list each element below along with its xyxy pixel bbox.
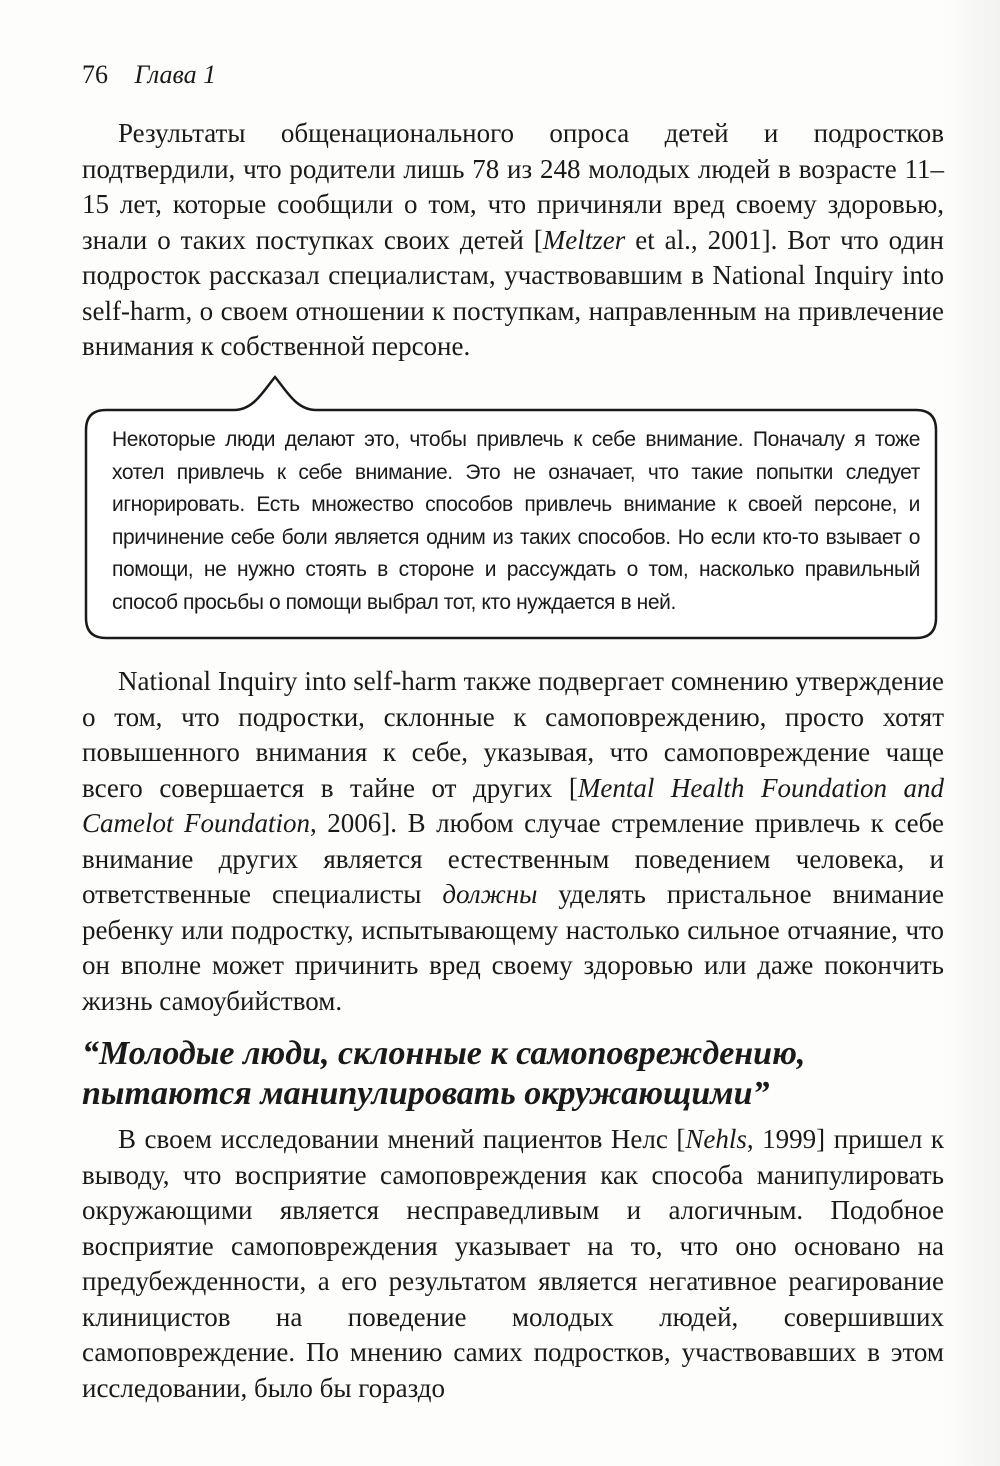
paragraph-text: Результаты общенационального опроса детей и подростков подтвердили, что родители лишь 78 из 248 молодых людей в возрасте 11–15 лет, которые сообщили о том, что причиняли вред своему здоровью, знали о таких поступках своих детей [ xyxy=(82,118,944,255)
paragraph-text: В своем исследовании мнений пациентов Нелс [ xyxy=(118,1124,686,1154)
paragraph-nehls-study xyxy=(82,1122,944,1406)
paragraph-text: , 2006]. В любом случае стремление привлечь к себе внимание других является естественным поведением человека, и ответственные специалисты xyxy=(82,808,944,909)
section-heading-line: “Молодые люди, склонные к самоповреждению, xyxy=(82,1035,806,1072)
page-number: 76 xyxy=(82,60,108,89)
teen-quote: Некоторые люди делают это, чтобы привлечь к себе внимание. Поначалу я тоже хотел привлечь к себе внимание. Это не означает, что такие попытки следует игнорировать. Есть множество способов привлечь внимание к своей персоне, и причинение себе боли является одним из таких способов. Но если кто-то взывает о помощи, не нужно стоять в стороне и рассуждать о том, насколько правильный способ просьбы о помощи выбрал тот, кто нуждается в ней. xyxy=(112,428,920,614)
citation-source: Mental Health Foundation and Camelot Foundation xyxy=(82,772,944,838)
paragraph-national-inquiry xyxy=(82,664,944,1019)
page-edge-shadow xyxy=(942,0,1000,1466)
paragraph-text: уделять пристальное внимание ребенку или подростку, испытывающему настолько сильное отчаяние, что он вполне может причинить вред своему здоровью или даже покончить жизнь самоубийством. xyxy=(82,879,944,1016)
section-heading-line: пытаются манипулировать окружающими” xyxy=(82,1075,770,1112)
chapter-title: Глава 1 xyxy=(134,60,217,89)
section-heading xyxy=(82,1034,952,1114)
emphasis-word: должны xyxy=(442,879,538,909)
citation-author: Meltzer xyxy=(542,224,626,255)
paragraph-survey-results xyxy=(82,116,944,365)
running-header xyxy=(82,60,216,90)
paragraph-text: , 1999] пришел к выводу, что восприятие самоповреждения как способа манипулировать окружающими является несправедливым и алогичным. Подобное восприятие самоповреждения указывает на то, что оно основано на предубежденности, а его результатом является негативное реагирование клиницистов на поведение молодых людей, совершивших самоповреждение. По мнению самих подростков, участвовавших в этом исследовании, было бы гораздо xyxy=(82,1124,944,1403)
paragraph-text: National Inquiry into self-harm также подвергает сомнению утверждение о том, что подростки, склонные к самоповреждению, просто хотят повышенного внимания к себе, указывая, что самоповреждение чаще всего совершается в тайне от других [ xyxy=(82,666,944,803)
citation-author: Nehls xyxy=(685,1124,747,1154)
paragraph-text: et al., 2001]. Вот что один подросток рассказал специалистам, участвовавшим в National Inquiry into self-harm, о своем отношении к поступкам, направленным на привлечение внимания к собственной персоне. xyxy=(82,224,945,361)
